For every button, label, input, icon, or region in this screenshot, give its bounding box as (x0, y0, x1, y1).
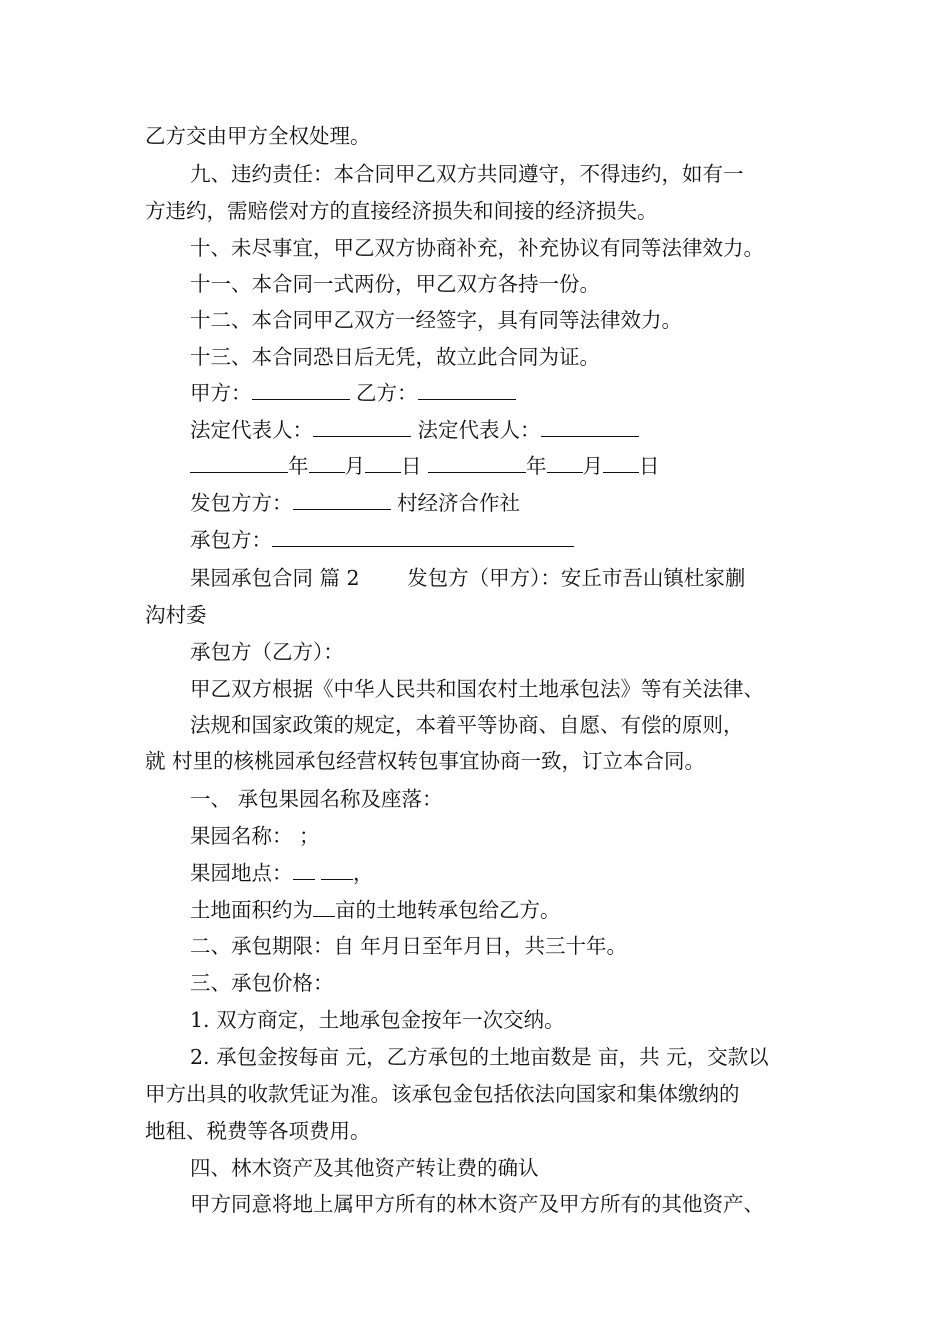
orchard-site-end: ， (353, 861, 374, 885)
day-label: 日 (639, 454, 660, 478)
month-label: 月 (582, 454, 604, 478)
site-blank (321, 859, 353, 880)
day-blank (603, 452, 639, 473)
text-line: 十一、本合同一式两份，甲乙双方各持一份。 (190, 272, 600, 296)
text-line: 2. 承包金按每亩 元，乙方承包的土地亩数是 亩，共 元，交款以 (190, 1045, 769, 1069)
issuer-blank (293, 489, 391, 510)
month-blank (309, 452, 345, 473)
year-label: 年 (288, 454, 309, 478)
site-blank (293, 859, 315, 880)
text-line: 甲方出具的收款凭证为准。该承包金包括依法向国家和集体缴纳的 (145, 1082, 740, 1106)
orchard-site-label: 果园地点： (190, 861, 293, 885)
text-line: 地租、税费等各项费用。 (145, 1119, 371, 1143)
text-line: 三、承包价格： (190, 971, 334, 995)
text-line: 就 村里的核桃园承包经营权转包事宜协商一致，订立本合同。 (145, 749, 706, 773)
text-line: 十二、本合同甲乙双方一经签字，具有同等法律效力。 (190, 308, 682, 332)
area-line (190, 896, 561, 924)
issuer-suffix: 村经济合作社 (397, 491, 521, 515)
area-suffix: 亩的土地转承包给乙方。 (335, 898, 561, 922)
day-label: 日 (401, 454, 422, 478)
contractor-line (190, 526, 574, 554)
year-blank (428, 452, 526, 473)
contractor-blank (272, 526, 574, 547)
text-line: 九、违约责任：本合同甲乙双方共同遵守，不得违约，如有一 (190, 162, 744, 186)
year-blank (190, 452, 288, 473)
area-prefix: 土地面积约为 (190, 898, 313, 922)
section-heading: 果园承包合同 篇 2 发包方（甲方）：安丘市吾山镇杜家蒯 (190, 566, 746, 590)
year-label: 年 (526, 454, 547, 478)
rep-a-label: 法定代表人： (190, 418, 313, 442)
month-label: 月 (344, 454, 365, 478)
party-a-blank (252, 379, 350, 400)
text-line: 1. 双方商定，土地承包金按年一次交纳。 (190, 1008, 565, 1032)
rep-b-blank (541, 416, 639, 437)
text-line: 十三、本合同恐日后无凭，故立此合同为证。 (190, 345, 600, 369)
area-blank (313, 896, 335, 917)
text-line: 一、 承包果园名称及座落： (190, 787, 443, 811)
party-a-label: 甲方： (190, 381, 252, 405)
rep-a-blank (313, 416, 411, 437)
text-line: 十、未尽事宜，甲乙双方协商补充，补充协议有同等法律效力。 (190, 236, 764, 260)
party-b-label: 乙方： (356, 381, 418, 405)
text-line: 甲乙双方根据《中华人民共和国农村土地承包法》等有关法律、 (190, 677, 764, 701)
text-line: 方违约，需赔偿对方的直接经济损失和间接的经济损失。 (145, 199, 658, 223)
day-blank (365, 452, 401, 473)
text-line: 乙方交由甲方全权处理。 (145, 124, 371, 148)
issuer-label: 发包方方： (190, 491, 293, 515)
date-line (190, 452, 660, 480)
representative-line (190, 416, 639, 444)
text-line: 沟村委 (145, 603, 207, 627)
text-line: 承包方（乙方）： (190, 640, 344, 664)
signature-party-line (190, 379, 516, 407)
text-line: 二、承包期限：自 年月日至年月日，共三十年。 (190, 934, 628, 958)
text-line: 法规和国家政策的规定，本着平等协商、自愿、有偿的原则， (190, 713, 744, 737)
issuer-line (190, 489, 520, 517)
month-blank (547, 452, 583, 473)
text-line: 甲方同意将地上属甲方所有的林木资产及甲方所有的其他资产、 (190, 1192, 764, 1216)
text-line: 果园名称： ； (190, 824, 320, 848)
text-line: 四、林木资产及其他资产转让费的确认 (190, 1156, 539, 1180)
rep-b-label: 法定代表人： (417, 418, 541, 442)
contractor-label: 承包方： (190, 528, 272, 552)
party-b-blank (418, 379, 516, 400)
orchard-site-line (190, 859, 374, 887)
